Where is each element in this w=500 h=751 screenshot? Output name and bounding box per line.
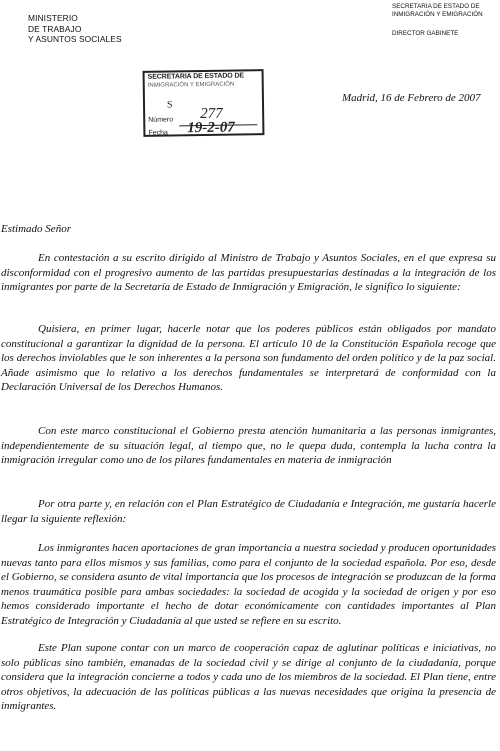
director-heading: DIRECTOR GABINETE bbox=[392, 30, 459, 37]
ministry-heading bbox=[28, 13, 122, 45]
letter-greeting: Estimado Señor bbox=[1, 223, 71, 235]
letter-paragraph: Este Plan supone contar con un marco de cooperación capaz de aglutinar políticas e iniciativas, no solo públicas sino también, emanadas de la sociedad civil y se dirige al conjunto de la ciudadanía, porque considera que la integración concierne a todos y cada uno de los miembros de la sociedad. El Plan tiene, entre otros objetivos, la adecuación de las políticas públicas a las nuevas necesidades que origina la presencia de inmigrantes. bbox=[1, 642, 496, 713]
stamp-numero-value: 277 bbox=[200, 105, 223, 123]
stamp-numero-label: Número bbox=[148, 116, 174, 124]
ministry-line: DE TRABAJO bbox=[28, 23, 82, 34]
letter-paragraph: Por otra parte y, en relación con el Plan Estratégico de Ciudadanía e Integración, me gustaría hacerle llegar la siguiente reflexión: bbox=[1, 498, 496, 525]
letter-paragraph: Con este marco constitucional el Gobierno presta atención humanitaria a las personas inmigrantes, independientemente de su situación legal, al tiempo que, no le quepa duda, contempla la lucha contra la inmigración irregular como uno de los pilares fundamentales en materia de inmigración bbox=[1, 425, 496, 467]
stamp-fecha-value: 19-2-07 bbox=[187, 119, 235, 137]
secretaria-line: INMIGRACIÓN Y EMIGRACIÓN bbox=[392, 11, 483, 18]
secretaria-line: SECRETARIA DE ESTADO DE bbox=[392, 3, 480, 10]
letter-paragraph: Quisiera, en primer lugar, hacerle notar que los poderes públicos están obligados por mandato constitucional a garantizar la dignidad de la persona. El artículo 10 de la Constitución Española recoge que los derechos inviolables que le son inherentes a la persona son fundamento del orden político y de la paz social. Añade asimismo que lo relativo a los derechos fundamentales se interpretará de conformidad con la Declaración Universal de los Derechos Humanos. bbox=[1, 323, 496, 394]
ministry-line: MINISTERIO bbox=[28, 13, 78, 23]
stamp-line-1: SECRETARIA DE ESTADO DE bbox=[147, 72, 245, 81]
stamp-s-mark: S bbox=[166, 99, 173, 111]
letter-paragraph: En contestación a su escrito dirigido al Ministro de Trabajo y Asuntos Sociales, en el que expresa su disconformidad con el progresivo aumento de las partidas presupuestarias destinadas a la integración de los inmigrantes por parte de la Secretaría de Estado de Inmigración y Emigración, le significo lo siguiente: bbox=[1, 252, 496, 294]
stamp-line-2: INMIGRACIÓN Y EMIGRACIÓN bbox=[147, 81, 235, 89]
secretaria-heading bbox=[392, 3, 483, 19]
stamp-fecha-label: Fecha bbox=[148, 129, 168, 137]
registry-stamp bbox=[143, 69, 265, 137]
ministry-line: Y ASUNTOS SOCIALES bbox=[28, 34, 122, 45]
letter-date: Madrid, 16 de Febrero de 2007 bbox=[342, 92, 481, 104]
letter-paragraph: Los inmigrantes hacen aportaciones de gran importancia a nuestra sociedad y producen oportunidades nuevas tanto para ellos mismos y sus familias, como para el conjunto de la sociedad española. Por eso, desde el Gobierno, se considera asunto de vital importancia que los procesos de integración se produzcan de la forma menos traumática posible para ambas sociedades: la sociedad de acogida y la sociedad de origen y por eso hemos considerado importante el hecho de dotar económicamente con cantidades importantes al Plan Estratégico de Integración y Ciudadanía al que usted se refiere en su escrito. bbox=[1, 542, 496, 627]
